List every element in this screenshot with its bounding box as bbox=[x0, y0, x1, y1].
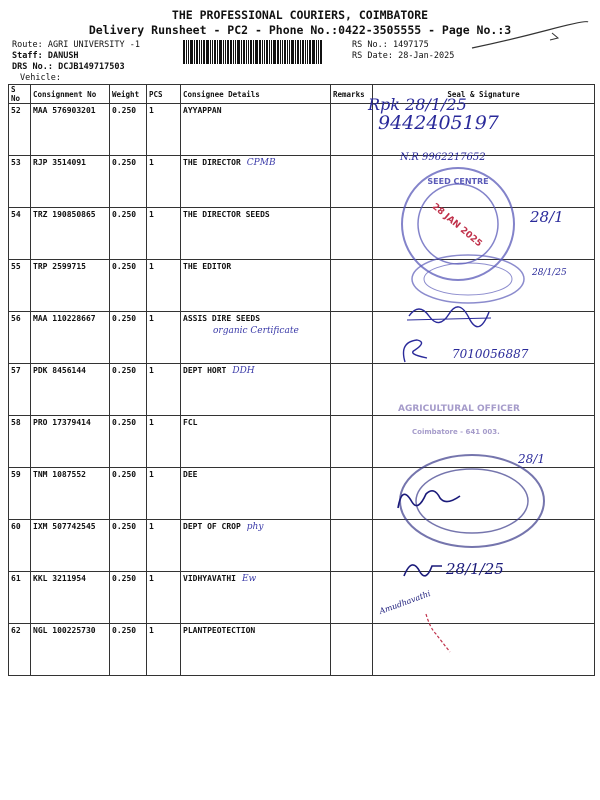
rs-date-line: RS Date: 28-Jan-2025 bbox=[352, 51, 455, 61]
row-consignee: THE DIRECTOR SEEDS bbox=[181, 208, 331, 260]
barcode-bar bbox=[206, 40, 209, 64]
table-row bbox=[9, 364, 595, 416]
signature-row-54: 28/1 bbox=[530, 208, 564, 226]
phone-row-52: 9442405197 bbox=[378, 112, 499, 134]
col-consignee: Consignee Details bbox=[181, 85, 331, 104]
staff-value: DANUSH bbox=[47, 51, 79, 61]
barcode-bar bbox=[203, 40, 205, 64]
row-consignee: THE EDITOR bbox=[181, 260, 331, 312]
seed-stamp-label: SEED CENTRE bbox=[427, 177, 489, 186]
handwritten-note: Ew bbox=[241, 574, 257, 584]
barcode-bar bbox=[190, 40, 193, 64]
col-sno: S No bbox=[9, 85, 31, 104]
row-weight: 0.250 bbox=[110, 156, 147, 208]
barcode-bar bbox=[280, 40, 281, 64]
staff-line: Staff: DANUSH bbox=[12, 51, 79, 61]
barcode-bar bbox=[253, 40, 254, 64]
barcode-bar bbox=[305, 40, 306, 64]
barcode-bar bbox=[188, 40, 189, 64]
barcode-bar bbox=[243, 40, 245, 64]
barcode-bar bbox=[266, 40, 268, 64]
barcode-bar bbox=[223, 40, 224, 64]
row-seal bbox=[373, 520, 595, 572]
row-remarks bbox=[331, 624, 373, 676]
table-row bbox=[9, 104, 595, 156]
row-remarks bbox=[331, 208, 373, 260]
barcode-bar bbox=[307, 40, 308, 64]
barcode-bar bbox=[255, 40, 258, 64]
barcode-bar bbox=[262, 40, 263, 64]
row-pcs: 1 bbox=[147, 416, 181, 468]
row-pcs: 1 bbox=[147, 312, 181, 364]
barcode-bar bbox=[225, 40, 226, 64]
signature-row-59: 28/1 bbox=[518, 452, 545, 466]
barcode-bar bbox=[277, 40, 279, 64]
row-pcs: 1 bbox=[147, 520, 181, 572]
row-pcs: 1 bbox=[147, 260, 181, 312]
row-sno: 53 bbox=[9, 156, 31, 208]
drs-line: DRS No.: DCJB149717503 bbox=[12, 62, 125, 72]
col-seal: Seal & Signature bbox=[373, 85, 595, 104]
row-consignment-no: TNM 1087552 bbox=[31, 468, 110, 520]
row-seal bbox=[373, 208, 595, 260]
row-weight: 0.250 bbox=[110, 572, 147, 624]
vehicle-line: Vehicle: bbox=[20, 73, 61, 83]
handwritten-note: CPMB bbox=[246, 158, 276, 168]
barcode-bar bbox=[219, 40, 222, 64]
rs-no-value: 1497175 bbox=[392, 40, 429, 50]
barcode-bar bbox=[250, 40, 252, 64]
barcode-bar bbox=[217, 40, 218, 64]
row-pcs: 1 bbox=[147, 104, 181, 156]
row-sno: 55 bbox=[9, 260, 31, 312]
row-seal bbox=[373, 572, 595, 624]
barcode-bar bbox=[297, 40, 299, 64]
barcode-bar bbox=[201, 40, 202, 64]
company-title: THE PROFESSIONAL COURIERS, COIMBATORE bbox=[171, 8, 429, 22]
row-seal bbox=[373, 468, 595, 520]
delivery-table bbox=[8, 84, 595, 676]
table-row bbox=[9, 624, 595, 676]
barcode-bar bbox=[316, 40, 317, 64]
signature-row-61: 28/1/25 bbox=[446, 560, 504, 578]
row-seal bbox=[373, 624, 595, 676]
row-weight: 0.250 bbox=[110, 260, 147, 312]
route-line: Route: AGRI UNIVERSITY -1 bbox=[12, 40, 140, 50]
handwritten-note: organic Certificate bbox=[213, 326, 299, 336]
agri-officer-stamp: AGRICULTURAL OFFICER bbox=[398, 404, 520, 414]
row-sno: 61 bbox=[9, 572, 31, 624]
barcode-bar bbox=[273, 40, 276, 64]
barcode-bar bbox=[233, 40, 234, 64]
barcode-bar bbox=[235, 40, 236, 64]
table-row bbox=[9, 520, 595, 572]
table-row bbox=[9, 260, 595, 312]
handwritten-note: DDH bbox=[232, 366, 255, 376]
row-weight: 0.250 bbox=[110, 312, 147, 364]
barcode-bar bbox=[214, 40, 216, 64]
row-weight: 0.250 bbox=[110, 468, 147, 520]
col-remarks: Remarks bbox=[331, 85, 373, 104]
barcode-bar bbox=[295, 40, 296, 64]
row-weight: 0.250 bbox=[110, 208, 147, 260]
barcode-bar bbox=[237, 40, 240, 64]
row-remarks bbox=[331, 572, 373, 624]
col-consignment: Consignment No bbox=[31, 85, 110, 104]
row-pcs: 1 bbox=[147, 468, 181, 520]
table-header-row bbox=[9, 85, 595, 104]
row-pcs: 1 bbox=[147, 208, 181, 260]
col-weight: Weight bbox=[110, 85, 147, 104]
row-remarks bbox=[331, 156, 373, 208]
pen-stroke-icon bbox=[470, 18, 590, 58]
barcode-bar bbox=[264, 40, 265, 64]
row-consignee: DEPT OF CROP phy bbox=[181, 520, 331, 572]
barcode-bar bbox=[287, 40, 288, 64]
row-remarks bbox=[331, 312, 373, 364]
row-seal bbox=[373, 260, 595, 312]
row-sno: 59 bbox=[9, 468, 31, 520]
row-consignee: VIDHYAVATHI Ew bbox=[181, 572, 331, 624]
row-weight: 0.250 bbox=[110, 364, 147, 416]
row-seal bbox=[373, 156, 595, 208]
barcode-bar bbox=[302, 40, 304, 64]
table-row bbox=[9, 572, 595, 624]
route-value: AGRI UNIVERSITY -1 bbox=[47, 40, 140, 50]
row-pcs: 1 bbox=[147, 156, 181, 208]
row-remarks bbox=[331, 260, 373, 312]
barcode-bar bbox=[289, 40, 290, 64]
signature-row-55: 28/1/25 bbox=[532, 268, 567, 278]
signature-row-53: N.R 9962217652 bbox=[400, 152, 486, 163]
row-weight: 0.250 bbox=[110, 520, 147, 572]
barcode-bar bbox=[312, 40, 315, 64]
row-consignment-no: IXM 507742545 bbox=[31, 520, 110, 572]
barcode-bar bbox=[248, 40, 249, 64]
table-row bbox=[9, 156, 595, 208]
row-seal bbox=[373, 416, 595, 468]
rs-no-line: RS No.: 1497175 bbox=[352, 40, 429, 50]
barcode-bar bbox=[230, 40, 232, 64]
row-consignment-no: MAA 110228667 bbox=[31, 312, 110, 364]
row-consignee: THE DIRECTOR CPMB bbox=[181, 156, 331, 208]
barcode-bar bbox=[291, 40, 294, 64]
agri-officer-place: Coimbatore - 641 003. bbox=[412, 428, 500, 436]
signature-row-52: Rpk 28/1/25 bbox=[368, 95, 467, 114]
barcode-bar bbox=[199, 40, 200, 64]
barcode-bar bbox=[183, 40, 185, 64]
row-remarks bbox=[331, 104, 373, 156]
barcode-bar bbox=[246, 40, 247, 64]
barcode-bar bbox=[259, 40, 261, 64]
row-sno: 60 bbox=[9, 520, 31, 572]
row-consignee: DEPT HORT DDH bbox=[181, 364, 331, 416]
row-consignment-no: RJP 3514091 bbox=[31, 156, 110, 208]
barcode-bar bbox=[194, 40, 195, 64]
row-sno: 58 bbox=[9, 416, 31, 468]
col-pcs: PCS bbox=[147, 85, 181, 104]
row-weight: 0.250 bbox=[110, 104, 147, 156]
seed-stamp-date: 28 JAN 2025 bbox=[429, 201, 484, 250]
row-sno: 52 bbox=[9, 104, 31, 156]
barcode-bar bbox=[271, 40, 272, 64]
barcode-bar bbox=[212, 40, 213, 64]
phone-row-57: 7010056887 bbox=[452, 347, 529, 361]
row-remarks bbox=[331, 468, 373, 520]
barcode-bar bbox=[284, 40, 286, 64]
row-seal bbox=[373, 104, 595, 156]
barcode-bar bbox=[269, 40, 270, 64]
barcode-bar bbox=[300, 40, 301, 64]
row-consignment-no: TRP 2599715 bbox=[31, 260, 110, 312]
table-row bbox=[9, 312, 595, 364]
barcode-bar bbox=[196, 40, 198, 64]
barcode-bar bbox=[318, 40, 319, 64]
row-seal bbox=[373, 312, 595, 364]
table-row bbox=[9, 416, 595, 468]
row-consignee: FCL bbox=[181, 416, 331, 468]
signature-row-62: Amudhavathi bbox=[378, 589, 432, 616]
table-row bbox=[9, 468, 595, 520]
handwritten-note: phy bbox=[246, 522, 264, 532]
barcode-bar bbox=[186, 40, 187, 64]
row-consignee: AYYAPPAN bbox=[181, 104, 331, 156]
row-weight: 0.250 bbox=[110, 624, 147, 676]
row-sno: 57 bbox=[9, 364, 31, 416]
row-sno: 54 bbox=[9, 208, 31, 260]
drs-value: DCJB149717503 bbox=[58, 62, 125, 72]
row-seal bbox=[373, 364, 595, 416]
table-row bbox=[9, 208, 595, 260]
row-consignment-no: PRO 17379414 bbox=[31, 416, 110, 468]
row-consignment-no: KKL 3211954 bbox=[31, 572, 110, 624]
row-consignee: PLANTPEOTECTION bbox=[181, 624, 331, 676]
row-pcs: 1 bbox=[147, 364, 181, 416]
row-consignee: ASSIS DIRE SEEDS organic Certificate bbox=[181, 312, 331, 364]
row-consignment-no: MAA 576903201 bbox=[31, 104, 110, 156]
barcode bbox=[183, 40, 343, 64]
row-remarks bbox=[331, 416, 373, 468]
runsheet-subtitle: Delivery Runsheet - PC2 - Phone No.:0422-3505555 - Page No.:3 bbox=[88, 23, 512, 37]
row-consignment-no: PDK 8456144 bbox=[31, 364, 110, 416]
row-consignment-no: NGL 100225730 bbox=[31, 624, 110, 676]
barcode-bar bbox=[309, 40, 311, 64]
barcode-bar bbox=[241, 40, 242, 64]
row-sno: 62 bbox=[9, 624, 31, 676]
row-weight: 0.250 bbox=[110, 416, 147, 468]
barcode-bar bbox=[227, 40, 229, 64]
row-consignment-no: TRZ 190850865 bbox=[31, 208, 110, 260]
row-remarks bbox=[331, 520, 373, 572]
row-pcs: 1 bbox=[147, 572, 181, 624]
barcode-bar bbox=[320, 40, 322, 64]
barcode-bar bbox=[210, 40, 211, 64]
rs-date-value: 28-Jan-2025 bbox=[398, 51, 455, 61]
row-pcs: 1 bbox=[147, 624, 181, 676]
row-sno: 56 bbox=[9, 312, 31, 364]
row-consignee: DEE bbox=[181, 468, 331, 520]
row-remarks bbox=[331, 364, 373, 416]
barcode-bar bbox=[282, 40, 283, 64]
